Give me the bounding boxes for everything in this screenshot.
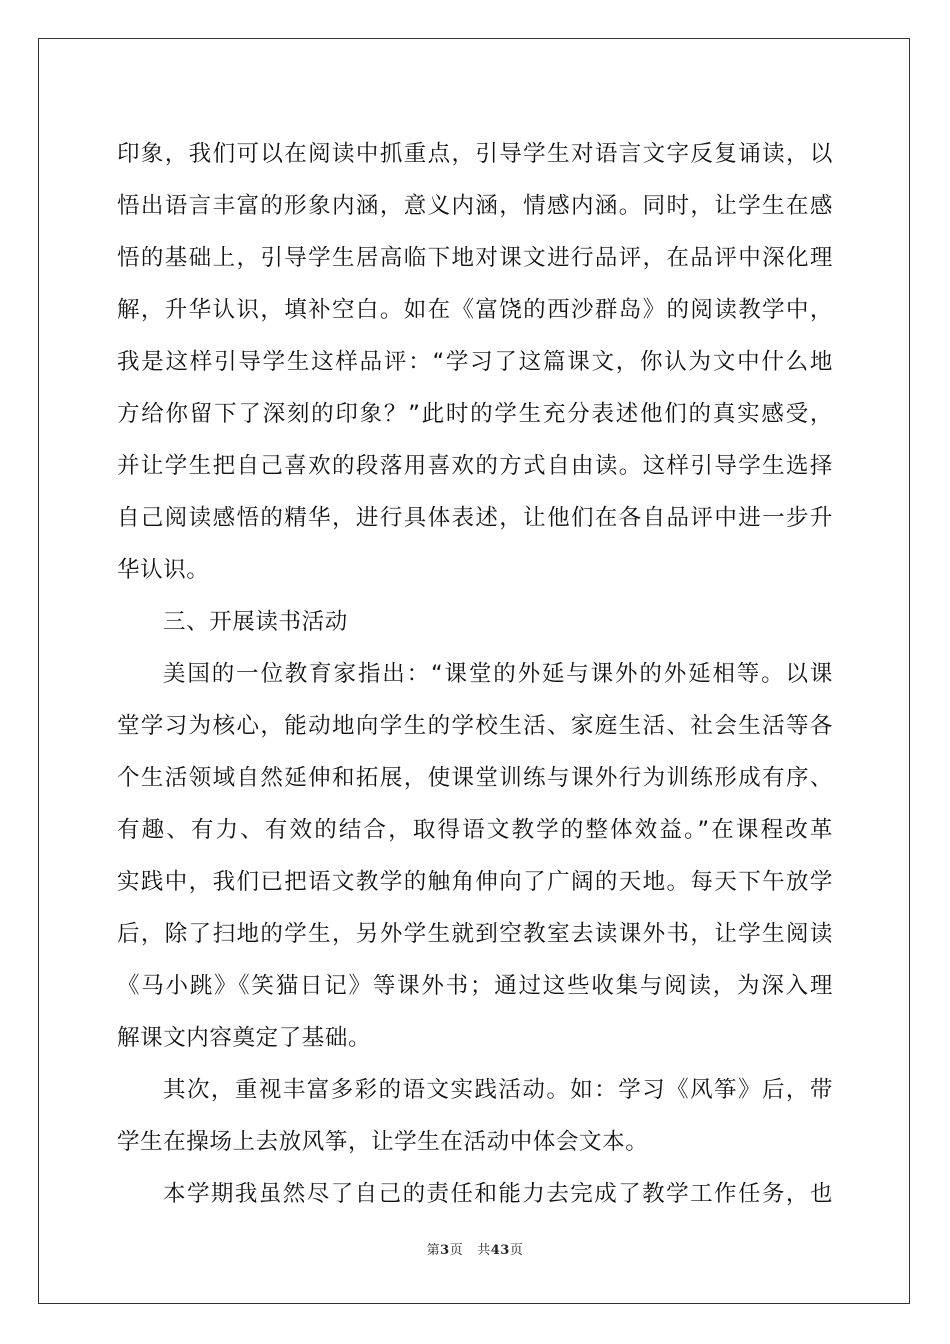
total-prefix: 共 bbox=[477, 1243, 491, 1258]
text-line: 方给你留下了深刻的印象？”此时的学生充分表述他们的真实感受， bbox=[117, 401, 833, 427]
text-line: 并让学生把自己喜欢的段落用喜欢的方式自由读。这样引导学生选择 bbox=[117, 453, 833, 479]
text-line: 印象，我们可以在阅读中抓重点，引导学生对语言文字反复诵读，以 bbox=[117, 141, 833, 167]
text-line: 堂学习为核心，能动地向学生的学校生活、家庭生活、社会生活等各 bbox=[117, 713, 833, 739]
page-suffix: 页 bbox=[449, 1243, 464, 1258]
text-line: 自己阅读感悟的精华，进行具体表述，让他们在各自品评中进一步升 bbox=[117, 505, 833, 531]
paragraph-first-line: 本学期我虽然尽了自己的责任和能力去完成了教学工作任务，也 bbox=[163, 1181, 833, 1207]
text-line: 《马小跳》《笑猫日记》等课外书；通过这些收集与阅读，为深入理 bbox=[117, 973, 833, 999]
page-prefix: 第 bbox=[426, 1243, 441, 1258]
page-number: 3 bbox=[440, 1243, 450, 1258]
section-heading: 三、开展读书活动 bbox=[163, 609, 348, 635]
text-line: 后，除了扫地的学生，另外学生就到空教室去读课外书，让学生阅读 bbox=[117, 921, 833, 947]
page-footer bbox=[0, 1239, 950, 1258]
document-body bbox=[117, 128, 833, 1220]
text-line: 解课文内容奠定了基础。 bbox=[117, 1025, 372, 1051]
total-suffix: 页 bbox=[509, 1243, 524, 1258]
text-line: 学生在操场上去放风筝，让学生在活动中体会文本。 bbox=[117, 1129, 649, 1155]
paragraph-first-line: 其次，重视丰富多彩的语文实践活动。如：学习《风筝》后，带 bbox=[163, 1077, 833, 1103]
text-line: 个生活领域自然延伸和拓展，使课堂训练与课外行为训练形成有序、 bbox=[117, 765, 833, 791]
text-line: 有趣、有力、有效的结合，取得语文教学的整体效益。”在课程改革 bbox=[117, 817, 833, 843]
paragraph-first-line: 美国的一位教育家指出：“课堂的外延与课外的外延相等。以课 bbox=[163, 661, 833, 687]
text-line: 华认识。 bbox=[117, 557, 210, 583]
text-line: 我是这样引导学生这样品评：“学习了这篇课文，你认为文中什么地 bbox=[117, 349, 833, 375]
text-line: 解，升华认识，填补空白。如在《富饶的西沙群岛》的阅读教学中， bbox=[117, 297, 833, 323]
text-line: 实践中，我们已把语文教学的触角伸向了广阔的天地。每天下午放学 bbox=[117, 869, 833, 895]
text-line: 悟出语言丰富的形象内涵，意义内涵，情感内涵。同时，让学生在感 bbox=[117, 193, 833, 219]
text-line: 悟的基础上，引导学生居高临下地对课文进行品评，在品评中深化理 bbox=[117, 245, 833, 271]
total-pages: 43 bbox=[490, 1243, 510, 1258]
